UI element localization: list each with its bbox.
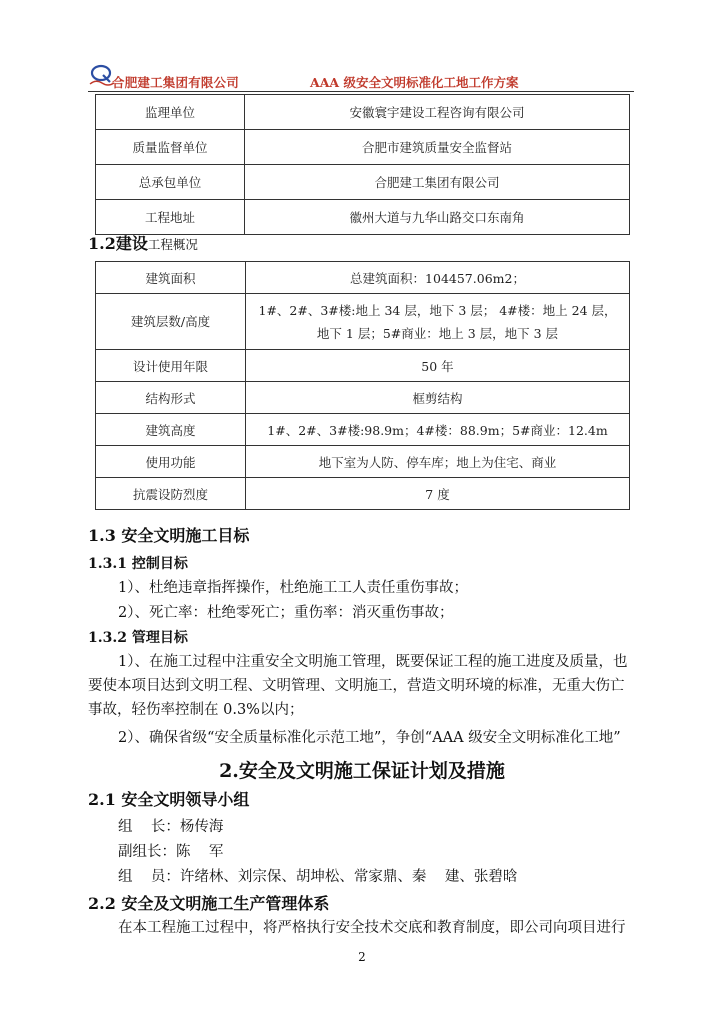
overview-table	[95, 261, 630, 510]
row-label: 建筑高度	[96, 414, 246, 446]
row-value: 1#、2#、3#楼:地上 34 层，地下 3 层； 4#楼：地上 24 层，地下 1 层；5#商业：地上 3 层，地下 3 层	[246, 294, 630, 350]
row-value: 总建筑面积：104457.06m2；	[246, 262, 630, 294]
row-label: 抗震设防烈度	[96, 478, 246, 510]
row-label: 结构形式	[96, 382, 246, 414]
overview-table-row	[96, 478, 630, 510]
row-label: 监理单位	[96, 95, 245, 130]
row-value: 地下室为人防、停车库；地上为住宅、商业	[246, 446, 630, 478]
project-info-table	[95, 94, 630, 235]
project-table-row	[96, 130, 630, 165]
company-name: 合肥建工集团有限公司	[112, 75, 240, 90]
project-table-row	[96, 165, 630, 200]
overview-table-row	[96, 414, 630, 446]
group-deputy: 副组长：陈 军	[118, 844, 224, 860]
control-target-item-1: 1）、杜绝违章指挥操作，杜绝施工工人责任重伤事故；	[118, 580, 468, 596]
row-label: 建筑层数/高度	[96, 294, 246, 350]
row-label: 设计使用年限	[96, 350, 246, 382]
page-number: 2	[358, 950, 366, 964]
row-value: 合肥市建筑质量安全监督站	[245, 130, 630, 165]
header-rule	[88, 91, 634, 92]
row-value: 框剪结构	[246, 382, 630, 414]
project-table-row	[96, 95, 630, 130]
group-members: 组 员：许绪林、刘宗保、胡坤松、常家鼎、秦 建、张碧晗	[118, 869, 518, 885]
overview-table-row	[96, 294, 630, 350]
management-target-para-1: 1）、在施工过程中注重安全文明施工管理，既要保证工程的施工进度及质量，也要使本项目达到文明工程、文明管理、文明施工，营造文明环境的标准，无重大伤亡事故，轻伤率控制在 0.3%以内；	[88, 654, 628, 718]
section-1-3-2-heading: 1.3.2 管理目标	[88, 630, 188, 646]
row-value: 50 年	[246, 350, 630, 382]
section-2-2-heading: 2.2 安全及文明施工生产管理体系	[88, 894, 330, 913]
row-value: 安徽寰宇建设工程咨询有限公司	[245, 95, 630, 130]
row-value: 徽州大道与九华山路交口东南角	[245, 200, 630, 235]
overview-table-row	[96, 446, 630, 478]
page-header	[88, 58, 634, 92]
row-value: 7 度	[246, 478, 630, 510]
section-2-1-heading: 2.1 安全文明领导小组	[88, 790, 250, 809]
row-label: 建筑面积	[96, 262, 246, 294]
row-label: 总承包单位	[96, 165, 245, 200]
row-value: 1#、2#、3#楼:98.9m；4#楼：88.9m；5#商业：12.4m	[246, 414, 630, 446]
row-label: 工程地址	[96, 200, 245, 235]
row-label: 使用功能	[96, 446, 246, 478]
overview-table-row	[96, 382, 630, 414]
row-label: 质量监督单位	[96, 130, 245, 165]
section-2-2-para: 在本工程施工过程中，将严格执行安全技术交底和教育制度，即公司向项目进行	[118, 920, 626, 936]
section-1-3-heading: 1.3 安全文明施工目标	[88, 526, 250, 545]
group-leader: 组 长：杨传海	[118, 819, 224, 835]
overview-table-row	[96, 350, 630, 382]
section-1-3-1-heading: 1.3.1 控制目标	[88, 556, 188, 572]
overview-table-row	[96, 262, 630, 294]
section-1-2-heading: 1.2建设工程概况	[88, 234, 198, 253]
document-title: AAA 级安全文明标准化工地工作方案	[310, 75, 519, 90]
control-target-item-2: 2）、死亡率：杜绝零死亡；重伤率：消灭重伤事故；	[118, 605, 454, 621]
project-table-row	[96, 200, 630, 235]
row-value: 合肥建工集团有限公司	[245, 165, 630, 200]
management-target-para-2: 2）、确保省级“安全质量标准化示范工地”，争创“AAA 级安全文明标准化工地”	[118, 730, 621, 746]
chapter-2-title: 2.安全及文明施工保证计划及措施	[219, 760, 505, 782]
